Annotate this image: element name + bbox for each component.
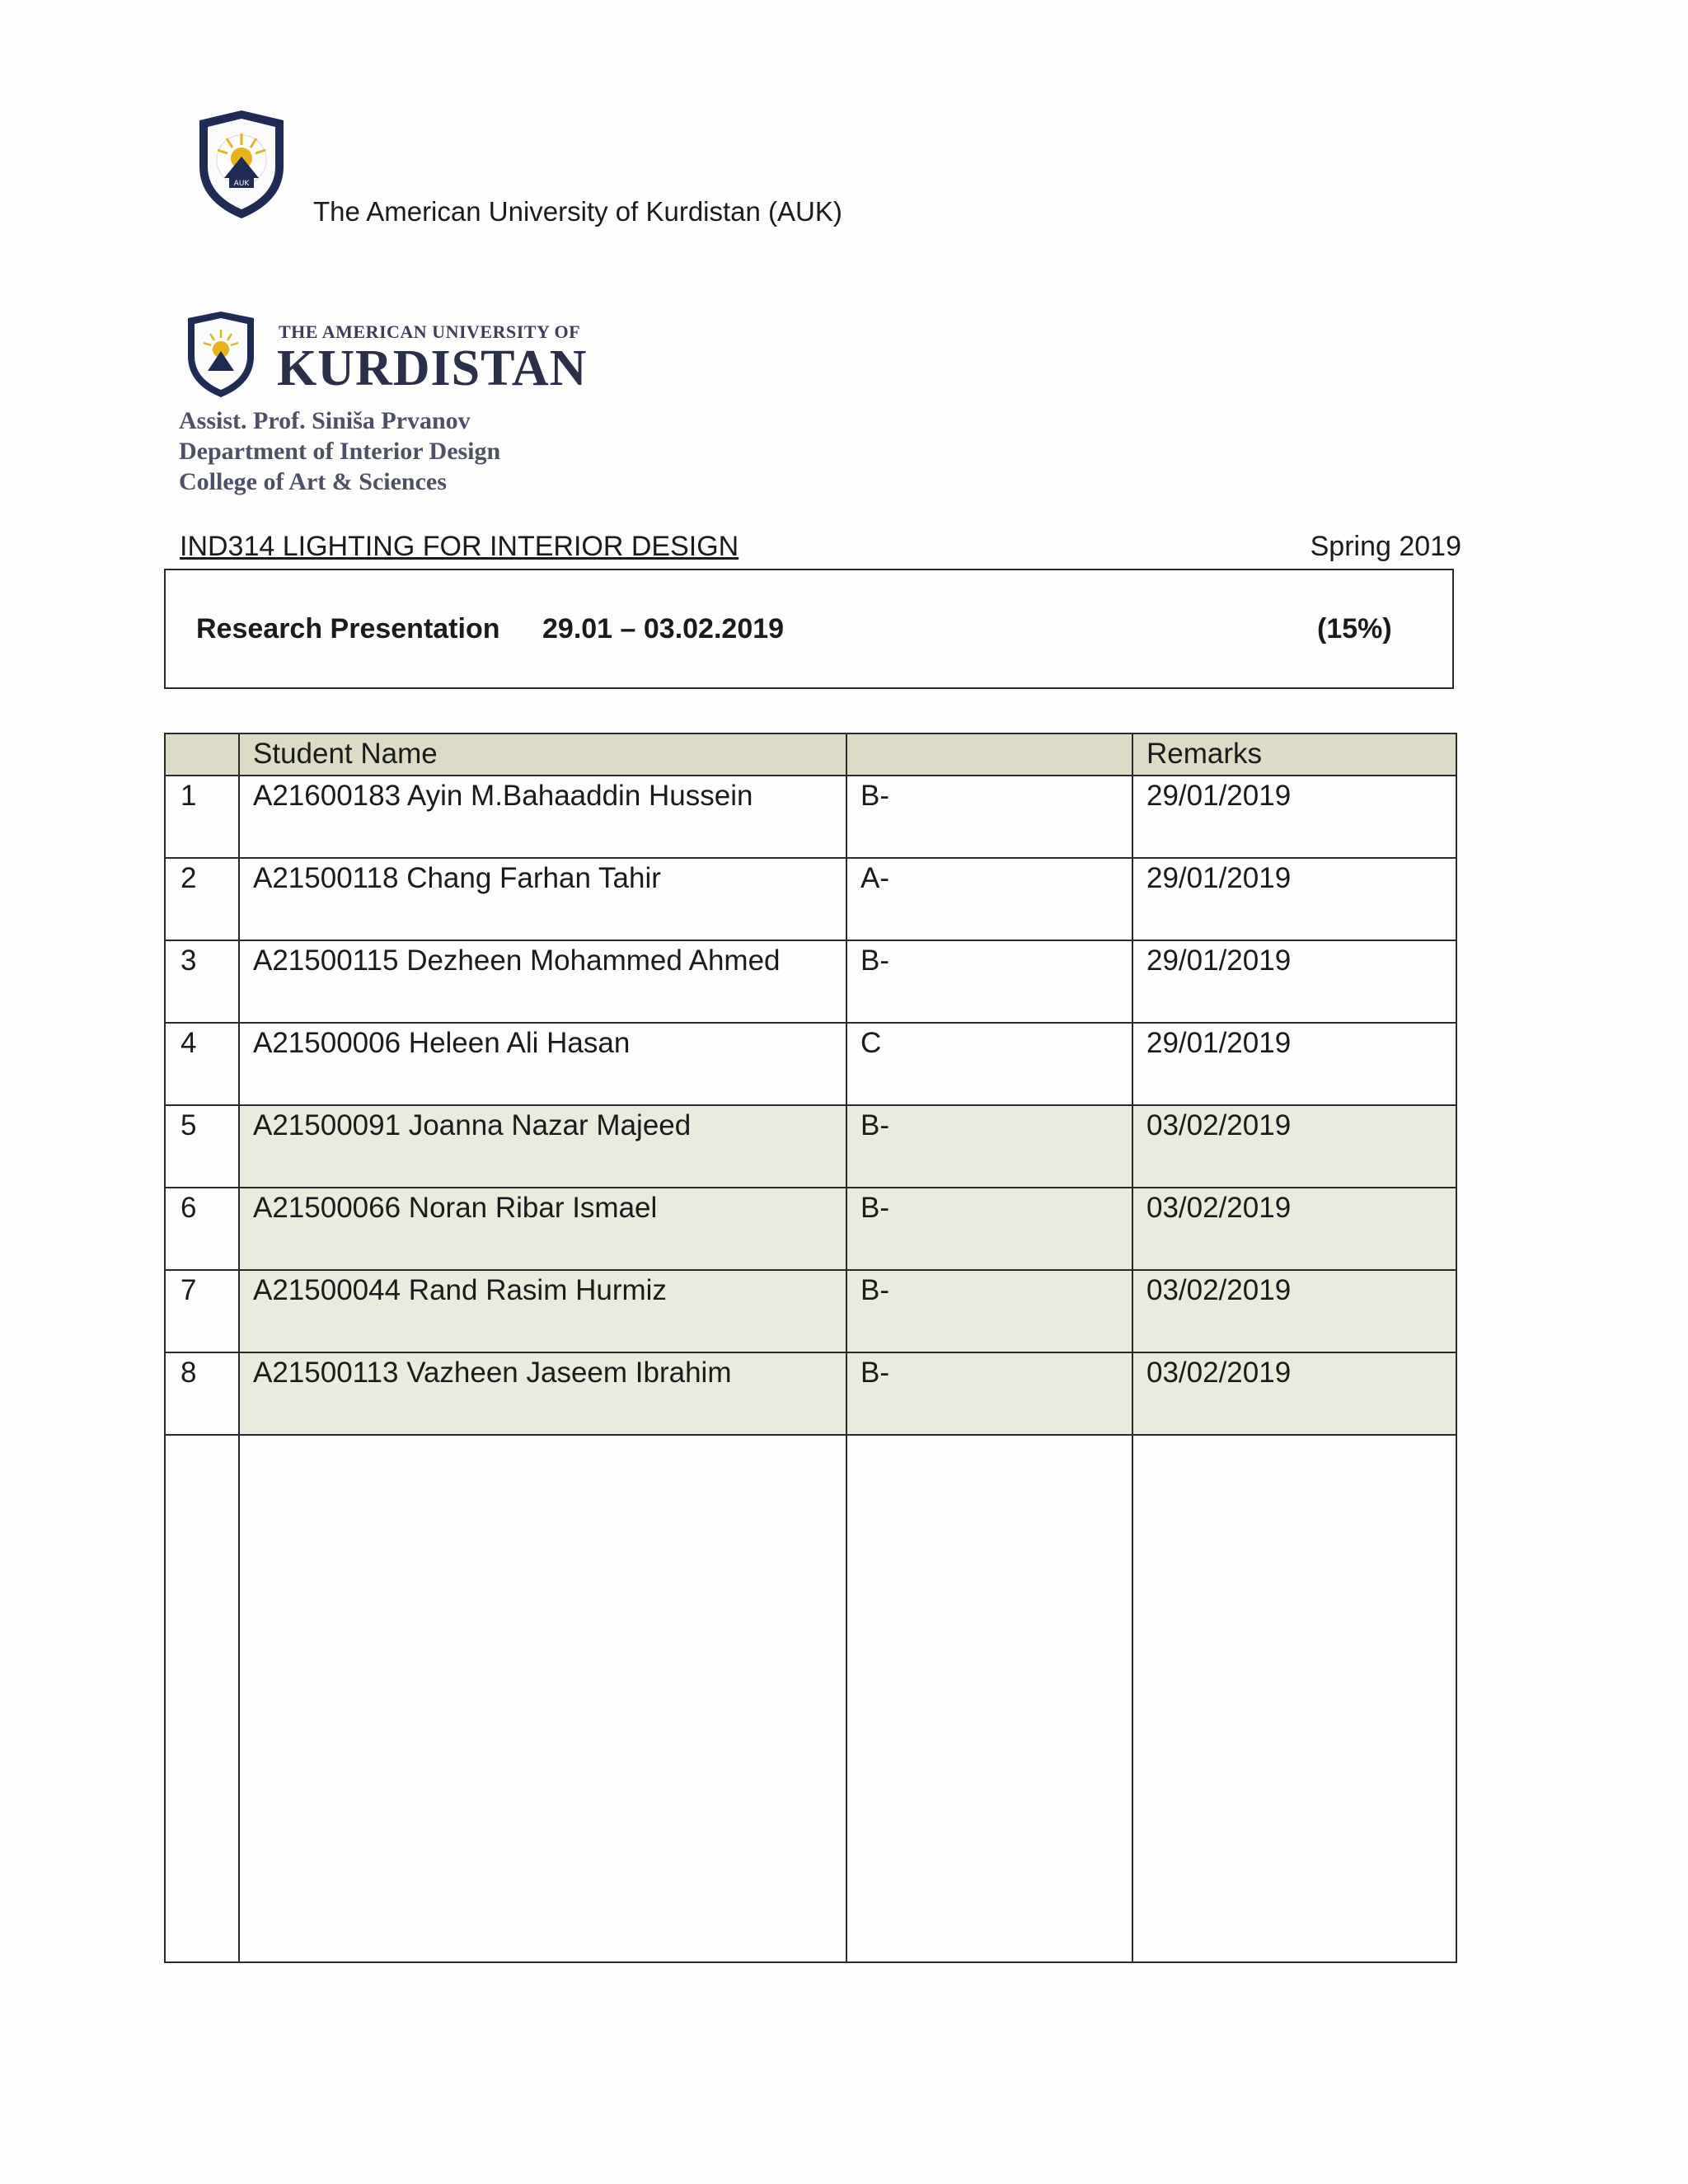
- instructor-name: Assist. Prof. Siniša Prvanov: [179, 407, 471, 434]
- brand-line-2: KURDISTAN: [277, 340, 588, 396]
- remarks-cell: 29/01/2019: [1132, 776, 1456, 858]
- column-header-student-name: Student Name: [239, 733, 846, 776]
- grade-cell: B-: [846, 1270, 1132, 1352]
- empty-cell: [1132, 1435, 1456, 1962]
- grade-cell: C: [846, 1023, 1132, 1105]
- remarks-cell: 03/02/2019: [1132, 1188, 1456, 1270]
- grade-cell: B-: [846, 940, 1132, 1023]
- row-number: 8: [165, 1352, 239, 1435]
- assessment-dates: 29.01 – 03.02.2019: [542, 613, 785, 644]
- student-cell: A21500113 Vazheen Jaseem Ibrahim: [239, 1352, 846, 1435]
- remarks-cell: 29/01/2019: [1132, 1023, 1456, 1105]
- auk-seal-logo: [193, 109, 290, 220]
- assessment-name: Research Presentation: [196, 613, 500, 644]
- university-caption: The American University of Kurdistan (AUK): [313, 196, 842, 227]
- student-cell: A21500115 Dezheen Mohammed Ahmed: [239, 940, 846, 1023]
- remarks-cell: 29/01/2019: [1132, 940, 1456, 1023]
- student-cell: A21500091 Joanna Nazar Majeed: [239, 1105, 846, 1188]
- table-row: [165, 1023, 1456, 1105]
- table-row: [165, 776, 1456, 858]
- remarks-cell: 29/01/2019: [1132, 858, 1456, 940]
- grade-cell: B-: [846, 1105, 1132, 1188]
- remarks-cell: 03/02/2019: [1132, 1270, 1456, 1352]
- empty-table-row: [165, 1435, 1456, 1962]
- grade-cell: A-: [846, 858, 1132, 940]
- table-row: [165, 940, 1456, 1023]
- grade-cell: B-: [846, 1352, 1132, 1435]
- assessment-box: [164, 569, 1454, 689]
- table-header-row: [165, 733, 1456, 776]
- row-number: 7: [165, 1270, 239, 1352]
- column-header-grade: [846, 733, 1132, 776]
- grade-cell: B-: [846, 776, 1132, 858]
- empty-cell: [239, 1435, 846, 1962]
- row-number: 1: [165, 776, 239, 858]
- assessment-weight: (15%): [1317, 613, 1392, 644]
- table-row: [165, 1188, 1456, 1270]
- student-cell: A21500118 Chang Farhan Tahir: [239, 858, 846, 940]
- instructor-block: [179, 405, 500, 497]
- row-number: 2: [165, 858, 239, 940]
- course-title: IND314 LIGHTING FOR INTERIOR DESIGN: [180, 531, 739, 562]
- department-name: Department of Interior Design: [179, 438, 501, 465]
- student-cell: A21500066 Noran Ribar Ismael: [239, 1188, 846, 1270]
- student-cell: A21500044 Rand Rasim Hurmiz: [239, 1270, 846, 1352]
- table-row: [165, 858, 1456, 940]
- auk-brand-logo: [183, 310, 259, 399]
- student-cell: A21500006 Heleen Ali Hasan: [239, 1023, 846, 1105]
- row-number: 6: [165, 1188, 239, 1270]
- remarks-cell: 03/02/2019: [1132, 1105, 1456, 1188]
- table-row: [165, 1105, 1456, 1188]
- grade-cell: B-: [846, 1188, 1132, 1270]
- brand-line-1: THE AMERICAN UNIVERSITY OF: [279, 321, 581, 342]
- student-grades-table: [164, 733, 1457, 1963]
- table-row: [165, 1270, 1456, 1352]
- semester: Spring 2019: [1310, 531, 1461, 562]
- remarks-cell: 03/02/2019: [1132, 1352, 1456, 1435]
- svg-text:AUK: AUK: [233, 180, 250, 188]
- column-header-number: [165, 733, 239, 776]
- empty-cell: [846, 1435, 1132, 1962]
- column-header-remarks: Remarks: [1132, 733, 1456, 776]
- college-name: College of Art & Sciences: [179, 468, 447, 495]
- table-row: [165, 1352, 1456, 1435]
- student-cell: A21600183 Ayin M.Bahaaddin Hussein: [239, 776, 846, 858]
- row-number: 4: [165, 1023, 239, 1105]
- row-number: 3: [165, 940, 239, 1023]
- row-number: 5: [165, 1105, 239, 1188]
- empty-cell: [165, 1435, 239, 1962]
